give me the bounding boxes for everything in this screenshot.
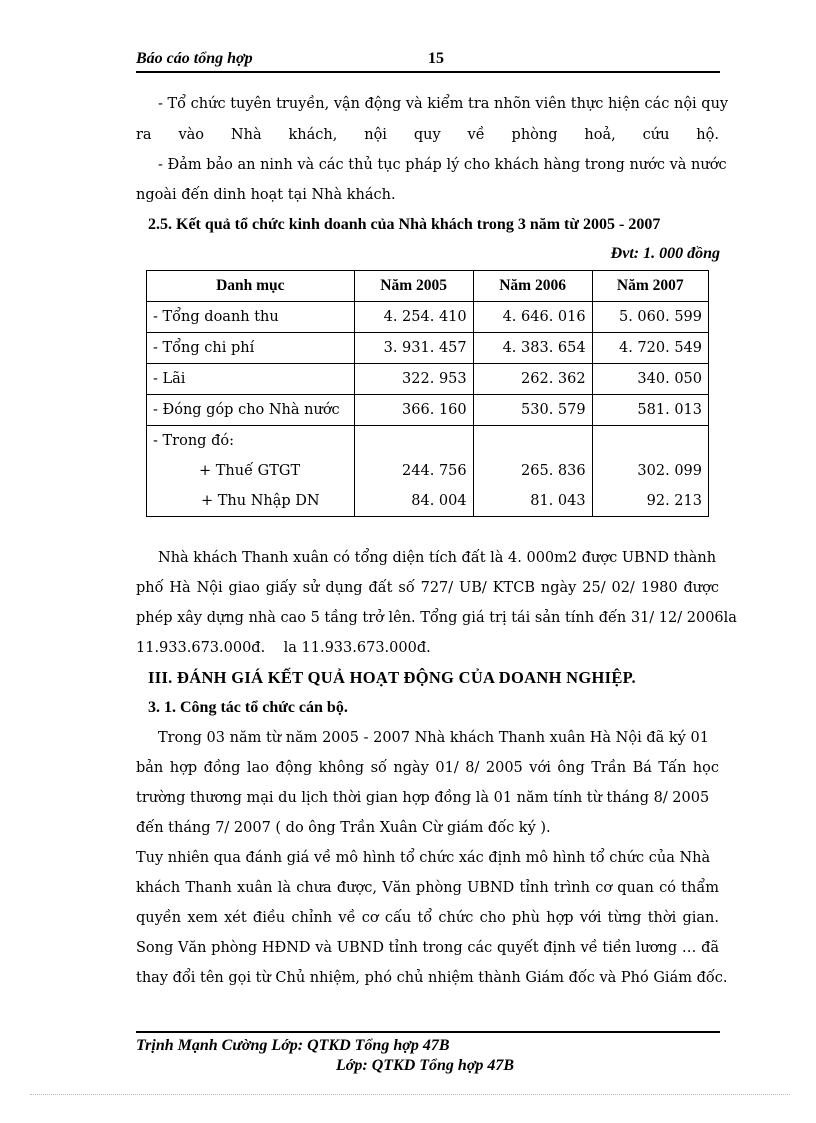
paragraph-line: Song Văn phòng HĐND và UBND tỉnh trong các quyết định về tiền lương … đã (136, 940, 719, 956)
table-cell: 4. 720. 549 (592, 333, 708, 364)
table-cell: 4. 383. 654 (473, 333, 592, 364)
row-label: - Đóng góp cho Nhà nước (147, 395, 355, 426)
table-row (147, 426, 709, 457)
paragraph-line: bản hợp đồng lao động không số ngày 01/ 8/ 2005 với ông Trần Bá Tấn học (136, 760, 719, 776)
footer-author: Trịnh Mạnh Cường Lớp: QTKD Tổng hợp 47B (136, 1037, 450, 1054)
table-cell: 5. 060. 599 (592, 302, 708, 333)
table-cell: 530. 579 (473, 395, 592, 426)
column-header: Danh mục (147, 271, 355, 302)
row-label: - Trong đó: (147, 426, 355, 457)
column-header: Năm 2007 (592, 271, 708, 302)
paragraph-line: Nhà khách Thanh xuân có tổng diện tích đất là 4. 000m2 được UBND thành (158, 550, 717, 566)
table-cell: 581. 013 (592, 395, 708, 426)
paragraph-line: Trong 03 năm từ năm 2005 - 2007 Nhà khách Thanh xuân Hà Nội đã ký 01 (158, 730, 709, 746)
table-cell: 92. 213 (592, 486, 708, 517)
table-cell: 244. 756 (354, 456, 473, 486)
table-cell: 366. 160 (354, 395, 473, 426)
page-bottom-edge (30, 1094, 790, 1095)
paragraph-line: thay đổi tên gọi từ Chủ nhiệm, phó chủ nhiệm thành Giám đốc và Phó Giám đốc. (136, 970, 728, 986)
section-heading-3-1: 3. 1. Công tác tổ chức cán bộ. (148, 699, 348, 716)
header-title: Báo cáo tổng hợp (136, 50, 253, 67)
paragraph-line: - Tổ chức tuyên truyền, vận động và kiểm tra nhõn viên thực hiện các nội quy (158, 96, 729, 112)
section-heading-2-5: 2.5. Kết quả tổ chức kinh doanh của Nhà khách trong 3 năm từ 2005 - 2007 (148, 216, 661, 233)
table-cell: 4. 254. 410 (354, 302, 473, 333)
table-cell: 265. 836 (473, 456, 592, 486)
page-number: 15 (428, 50, 444, 67)
column-header: Năm 2006 (473, 271, 592, 302)
paragraph-line: ra vào Nhà khách, nội quy về phòng hoả, cứu hộ. (136, 127, 719, 143)
table-cell: 81. 043 (473, 486, 592, 517)
paragraph-line: ngoài đến dinh hoạt tại Nhà khách. (136, 187, 396, 203)
table-cell: 3. 931. 457 (354, 333, 473, 364)
table-cell: 84. 004 (354, 486, 473, 517)
table-row (147, 364, 709, 395)
table-cell: 4. 646. 016 (473, 302, 592, 333)
table-cell: 322. 953 (354, 364, 473, 395)
business-results-table (146, 270, 709, 517)
table-cell: 340. 050 (592, 364, 708, 395)
paragraph-line: phố Hà Nội giao giấy sử dụng đất số 727/ UB/ KTCB ngày 25/ 02/ 1980 được (136, 580, 719, 596)
footer-class: Lớp: QTKD Tổng hợp 47B (336, 1057, 515, 1074)
footer-rule (136, 1031, 720, 1033)
row-label: - Tổng doanh thu (147, 302, 355, 333)
paragraph-line: khách Thanh xuân là chưa được, Văn phòng UBND tỉnh trình cơ quan có thẩm (136, 880, 719, 896)
row-label: + Thuế GTGT (147, 456, 355, 486)
paragraph-line: 11.933.673.000đ. la 11.933.673.000đ. (136, 640, 431, 656)
table-row (147, 302, 709, 333)
table-cell (592, 426, 708, 457)
table-row (147, 456, 709, 486)
paragraph-line: Tuy nhiên qua đánh giá về mô hình tổ chức xác định mô hình tổ chức của Nhà (136, 850, 711, 866)
paragraph-line: trường thương mại du lịch thời gian hợp đồng là 01 năm tính từ tháng 8/ 2005 (136, 790, 710, 806)
table-cell: 302. 099 (592, 456, 708, 486)
paragraph-line: - Đảm bảo an ninh và các thủ tục pháp lý cho khách hàng trong nước và nước (158, 157, 727, 173)
table-row (147, 486, 709, 517)
page-header (136, 50, 720, 72)
table-cell: 262. 362 (473, 364, 592, 395)
row-label: + Thu Nhập DN (147, 486, 355, 517)
table-cell (473, 426, 592, 457)
section-heading-iii: III. ĐÁNH GIÁ KẾT QUẢ HOẠT ĐỘNG CỦA DOANH NGHIỆP. (148, 668, 636, 687)
table-cell (354, 426, 473, 457)
paragraph-line: quyền xem xét điều chỉnh về cơ cấu tổ chức cho phù hợp với từng thời gian. (136, 910, 719, 926)
unit-label: Đvt: 1. 000 đồng (610, 245, 720, 262)
paragraph-line: phép xây dựng nhà cao 5 tầng trở lên. Tổng giá trị tái sản tính đến 31/ 12/ 2006la (136, 610, 737, 626)
paragraph-line: đến tháng 7/ 2007 ( do ông Trần Xuân Cừ giám đốc ký ). (136, 820, 551, 836)
table-row (147, 333, 709, 364)
column-header: Năm 2005 (354, 271, 473, 302)
row-label: - Tổng chi phí (147, 333, 355, 364)
table-header-row (147, 271, 709, 302)
table-row (147, 395, 709, 426)
header-rule (136, 71, 720, 73)
row-label: - Lãi (147, 364, 355, 395)
